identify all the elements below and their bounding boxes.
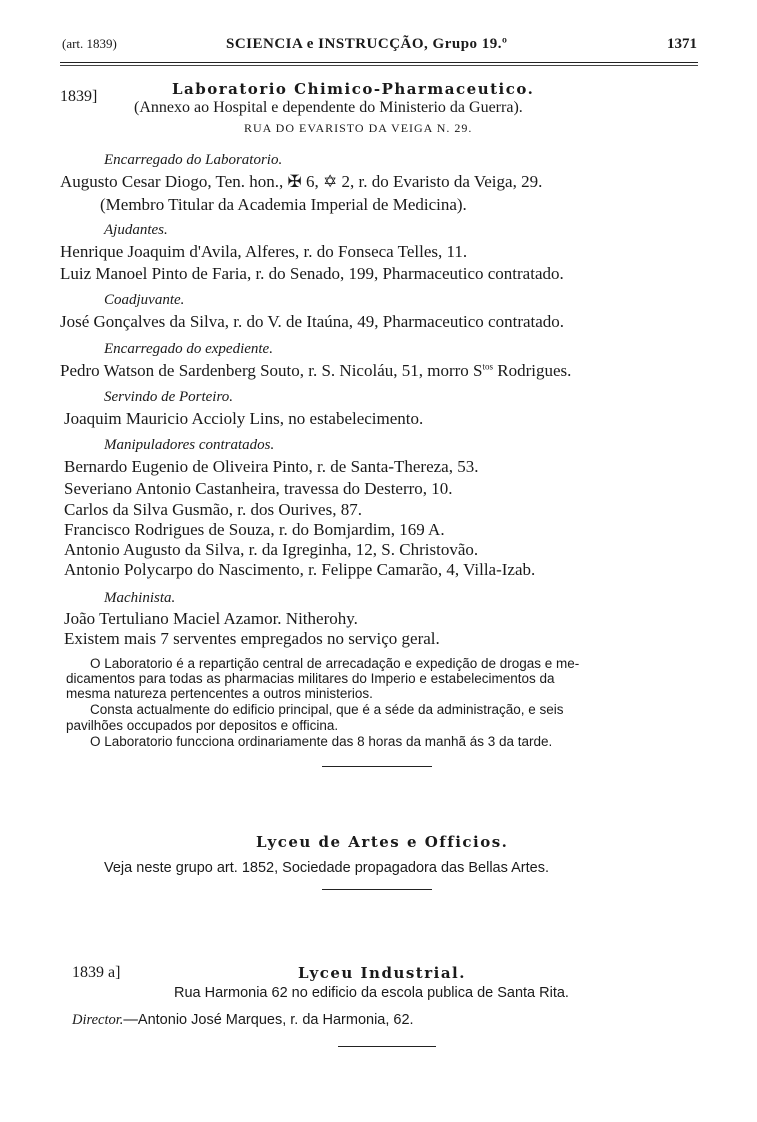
entry-line: Carlos da Silva Gusmão, r. dos Ourives, 87. xyxy=(64,500,362,519)
note-line: Consta actualmente do edificio principal, que é a séde da administração, e seis xyxy=(90,702,564,717)
lab-subtitle: (Annexo ao Hospital e dependente do Ministerio da Guerra). xyxy=(134,99,523,116)
entry-line: Pedro Watson de Sardenberg Souto, r. S. Nicoláu, 51, morro $S^{tos}$ Rodrigues. xyxy=(60,361,572,380)
director-text: —Antonio José Marques, r. da Harmonia, 62. xyxy=(123,1012,414,1028)
note-line: pavilhões occupados por depositos e officina. xyxy=(66,718,339,733)
note-line: O Laboratorio é a repartição central de arrecadação e expedição de drogas e me- xyxy=(90,656,580,671)
entry-line: Luiz Manoel Pinto de Faria, r. do Senado, 199, Pharmaceutico contratado. xyxy=(60,264,564,283)
section-heading: Servindo de Porteiro. xyxy=(104,389,234,405)
entry-line: Bernardo Eugenio de Oliveira Pinto, r. de Santa-Thereza, 53. xyxy=(64,457,479,476)
lyceu-artes-text: Veja neste grupo art. 1852, Sociedade propagadora das Bellas Artes. xyxy=(104,860,549,876)
lab-title: Laboratorio Chimico-Pharmaceutico. xyxy=(172,80,535,98)
section-divider xyxy=(338,1046,436,1047)
section-heading: Encarregado do expediente. xyxy=(104,341,273,357)
note-line: O Laboratorio funcciona ordinariamente das 8 horas da manhã ás 3 da tarde. xyxy=(90,734,553,749)
entry-number-1839: 1839] xyxy=(60,88,98,105)
lab-address: RUA DO EVARISTO DA VEIGA N. 29. xyxy=(244,121,473,135)
section-heading: Machinista. xyxy=(104,590,176,606)
director-label: Director. xyxy=(72,1012,124,1028)
section-heading: Coadjuvante. xyxy=(104,292,185,308)
section-heading: Manipuladores contratados. xyxy=(104,437,275,453)
section-heading: Ajudantes. xyxy=(104,222,168,238)
entry-line: Augusto Cesar Diogo, Ten. hon., ✠ 6, ✡ 2, r. do Evaristo da Veiga, 29. xyxy=(60,172,543,191)
entry-line: Antonio Polycarpo do Nascimento, r. Felippe Camarão, 4, Villa-Izab. xyxy=(64,560,536,579)
header-section-title: SCIENCIA e INSTRUCÇÃO, Grupo 19.º xyxy=(226,36,508,52)
entry-line: João Tertuliano Maciel Azamor. Nitherohy. xyxy=(64,609,358,628)
entry-line: Joaquim Mauricio Accioly Lins, no estabelecimento. xyxy=(64,409,424,428)
entry-line: Henrique Joaquim d'Avila, Alferes, r. do Fonseca Telles, 11. xyxy=(60,242,468,261)
entry-number-1839a: 1839 a] xyxy=(72,964,121,981)
note-line: dicamentos para todas as pharmacias militares do Imperio e estabelecimentos da xyxy=(66,671,555,686)
section-divider xyxy=(322,889,432,890)
note-line: mesma natureza pertencentes a outros ministerios. xyxy=(66,686,373,701)
header-page-number: 1371 xyxy=(667,36,697,52)
lyceu-industrial-title: Lyceu Industrial. xyxy=(298,964,466,982)
section-heading: Encarregado do Laboratorio. xyxy=(104,152,283,168)
lyceu-industrial-director xyxy=(72,1012,414,1029)
entry-line: Existem mais 7 serventes empregados no serviço geral. xyxy=(64,629,440,648)
entry-line: José Gonçalves da Silva, r. do V. de Itaúna, 49, Pharmaceutico contratado. xyxy=(60,312,565,331)
entry-line: Antonio Augusto da Silva, r. da Igreginha, 12, S. Christovão. xyxy=(64,540,479,559)
lyceu-industrial-address: Rua Harmonia 62 no edificio da escola publica de Santa Rita. xyxy=(174,985,569,1001)
entry-line: (Membro Titular da Academia Imperial de Medicina). xyxy=(100,195,467,214)
header-rule xyxy=(60,62,698,63)
lyceu-artes-title: Lyceu de Artes e Officios. xyxy=(256,833,509,851)
header-article-ref: (art. 1839) xyxy=(62,36,117,51)
entry-line: Severiano Antonio Castanheira, travessa do Desterro, 10. xyxy=(64,479,453,498)
section-divider xyxy=(322,766,432,767)
header-rule-thin xyxy=(60,65,698,66)
entry-line: Francisco Rodrigues de Souza, r. do Bomjardim, 169 A. xyxy=(64,520,445,539)
